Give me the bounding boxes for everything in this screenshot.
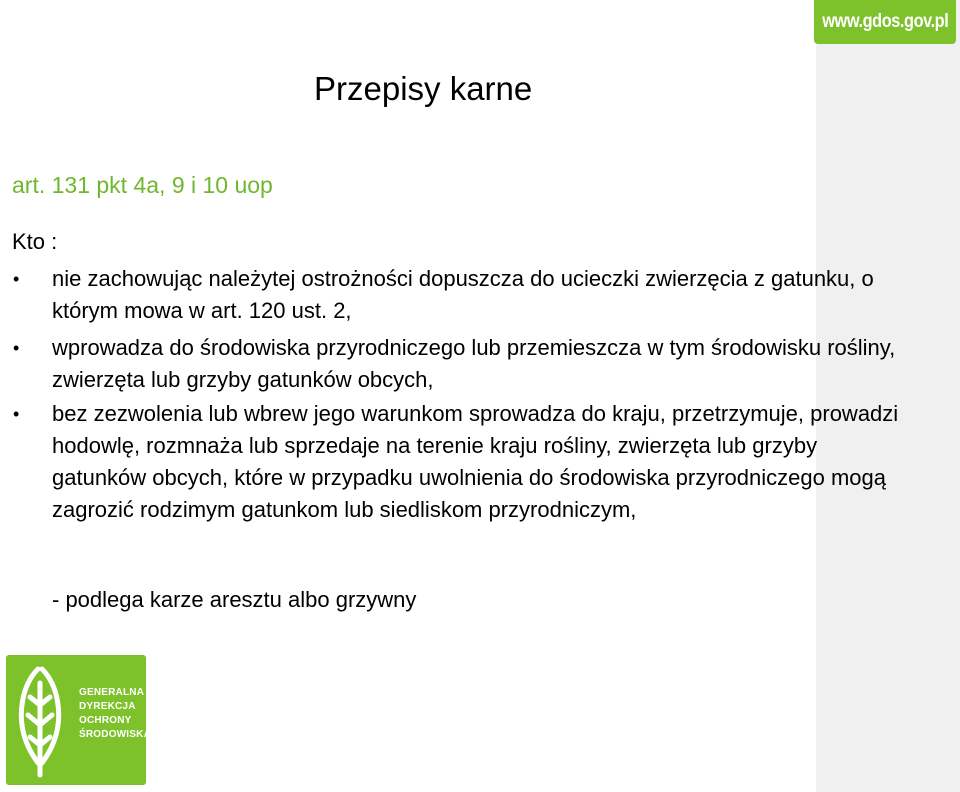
who-label: Kto : [12, 229, 58, 254]
logo-word: GENERALNA [79, 687, 145, 698]
website-url[interactable]: www.gdos.gov.pl [821, 11, 949, 32]
leaf-icon [6, 655, 76, 785]
offense-list [12, 263, 912, 526]
bullet-icon: • [13, 404, 20, 424]
list-item-text: nie zachowując należytej ostrożności dopuszcza do ucieczki zwierzęcia z gatunku, o którym mowa w art. 120 ust. 2, [52, 266, 874, 323]
list-item-text: bez zezwolenia lub wbrew jego warunkom sprowadza do kraju, przetrzymuje, prowadzi hodowlę, rozmnaża lub sprzedaje na terenie kraju rośliny, zwierzęta lub grzyby gatunków obcych, które w przypadku uwolnienia do środowiska przyrodniczego mogą zagrozić rodzimym gatunkom lub siedliskom przyrodniczym, [52, 401, 899, 522]
list-item [12, 263, 912, 327]
website-url-badge[interactable] [814, 0, 956, 44]
logo-word: ŚRODOWISKA [79, 729, 151, 740]
logo-word: DYREKCJA [79, 701, 136, 712]
bullet-icon: • [13, 338, 20, 358]
slide-title: Przepisy karne [314, 70, 533, 107]
gdos-logo [6, 655, 151, 785]
bullet-icon: • [13, 269, 20, 289]
legal-reference: art. 131 pkt 4a, 9 i 10 uop [12, 172, 273, 198]
logo-word: OCHRONY [79, 715, 132, 726]
penalty-text: - podlega karze aresztu albo grzywny [52, 587, 417, 612]
list-item [12, 398, 912, 526]
list-item [12, 332, 912, 396]
list-item-text: wprowadza do środowiska przyrodniczego lub przemieszcza w tym środowisku rośliny, zwierzęta lub grzyby gatunków obcych, [52, 335, 896, 392]
